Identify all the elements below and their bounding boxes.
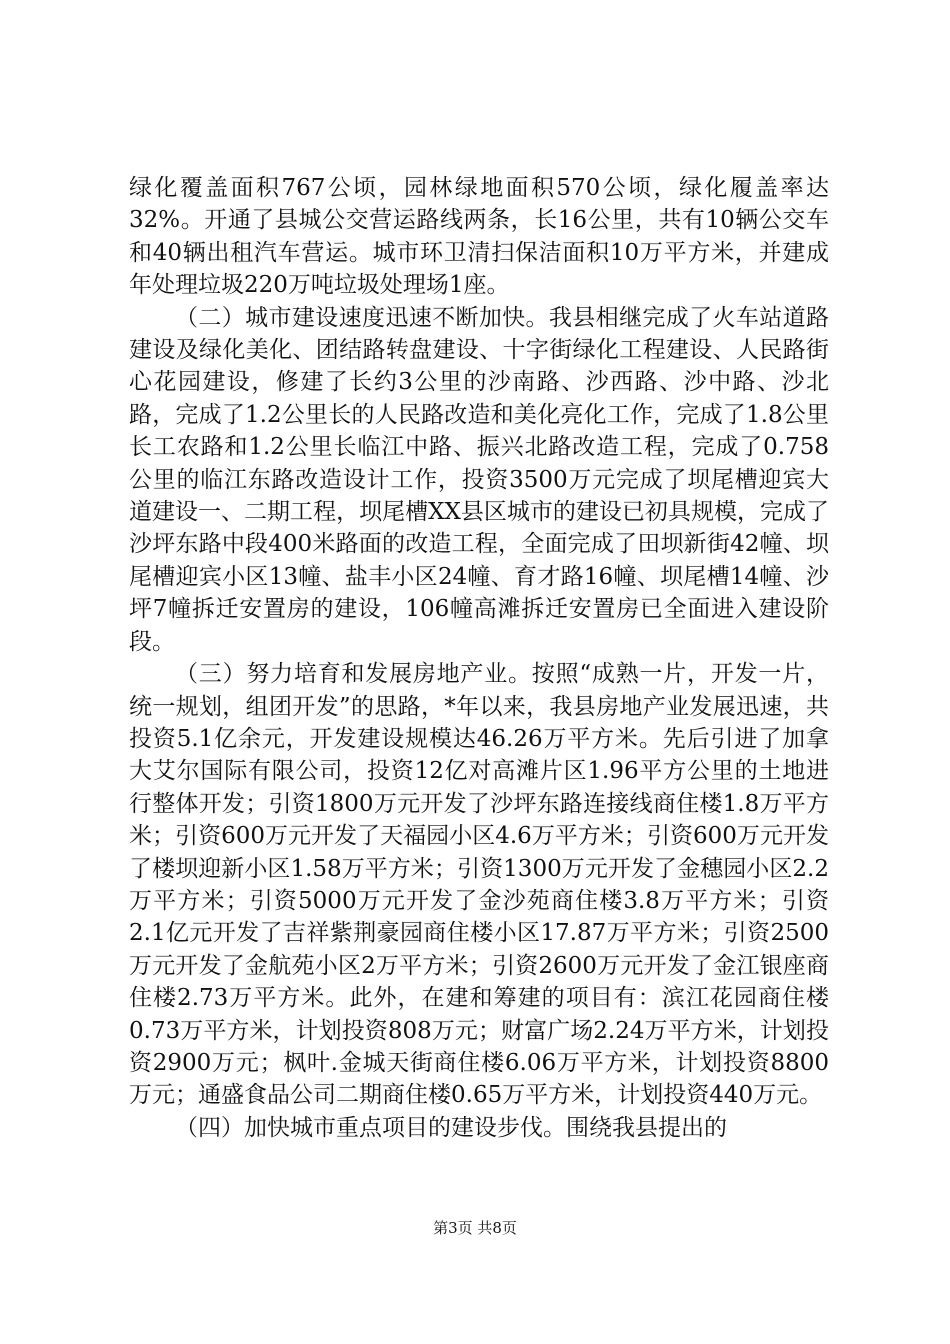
paragraph-4: （四）加快城市重点项目的建设步伐。围绕我县提出的 bbox=[175, 1114, 727, 1141]
paragraph-1: 绿化覆盖面积767公顷，园林绿地面积570公顷，绿化履盖率达32%。开通了县城公交营运路线两条，长16公里，共有10辆公交车和40辆出租汽车营运。城市环卫清扫保洁面积10万平方米，并建成年处理垃圾220万吨垃圾处理场1座。 bbox=[129, 175, 829, 299]
paragraph-3: （三）努力培育和发展房地产业。按照“成熟一片，开发一片，统一规划，组团开发”的思路，*年以来，我县房地产业发展迅速，共投资5.1亿余元，开发建设规模达46.26万平方米。先后引进了加拿大艾尔国际有限公司，投资12亿对高滩片区1.96平方公里的土地进行整体开发；引资1800万元开发了沙坪东路连接线商住楼1.8万平方米；引资600万元开发了天福园小区4.6万平方米；引资600万元开发了楼坝迎新小区1.58万平方米；引资1300万元开发了金穗园小区2.2万平方米；引资5000万元开发了金沙苑商住楼3.8万平方米；引资2.1亿元开发了吉祥紫荆豪园商住楼小区17.87万平方米；引资2500万元开发了金航苑小区2万平方米；引资2600万元开发了金江银座商住楼2.73万平方米。此外，在建和筹建的项目有：滨江花园商住楼0.73万平方米，计划投资808万元；财富广场2.24万平方米，计划投资2900万元；枫叶.金城天街商住楼6.06万平方米，计划投资8800万元；通盛食品公司二期商住楼0.65万平方米，计划投资440万元。 bbox=[129, 661, 829, 1109]
document-body bbox=[129, 172, 829, 1144]
paragraph-2: （二）城市建设速度迅速不断加快。我县相继完成了火车站道路建设及绿化美化、团结路转盘建设、十字街绿化工程建设、人民路街心花园建设，修建了长约3公里的沙南路、沙西路、沙中路、沙北路，完成了1.2公里长的人民路改造和美化亮化工作，完成了1.8公里长工农路和1.2公里长临江中路、振兴北路改造工程，完成了0.758公里的临江东路改造设计工作，投资3500万元完成了坝尾槽迎宾大道建设一、二期工程，坝尾槽XX县区城市的建设已初具规模，完成了沙坪东路中段400米路面的改造工程，全面完成了田坝新街42幢、坝尾槽迎宾小区13幢、盐丰小区24幢、育才路16幢、坝尾槽14幢、沙坪7幢拆迁安置房的建设，106幢高滩拆迁安置房已全面进入建设阶段。 bbox=[129, 304, 829, 655]
page-footer: 第3页 共8页 bbox=[433, 1219, 517, 1237]
